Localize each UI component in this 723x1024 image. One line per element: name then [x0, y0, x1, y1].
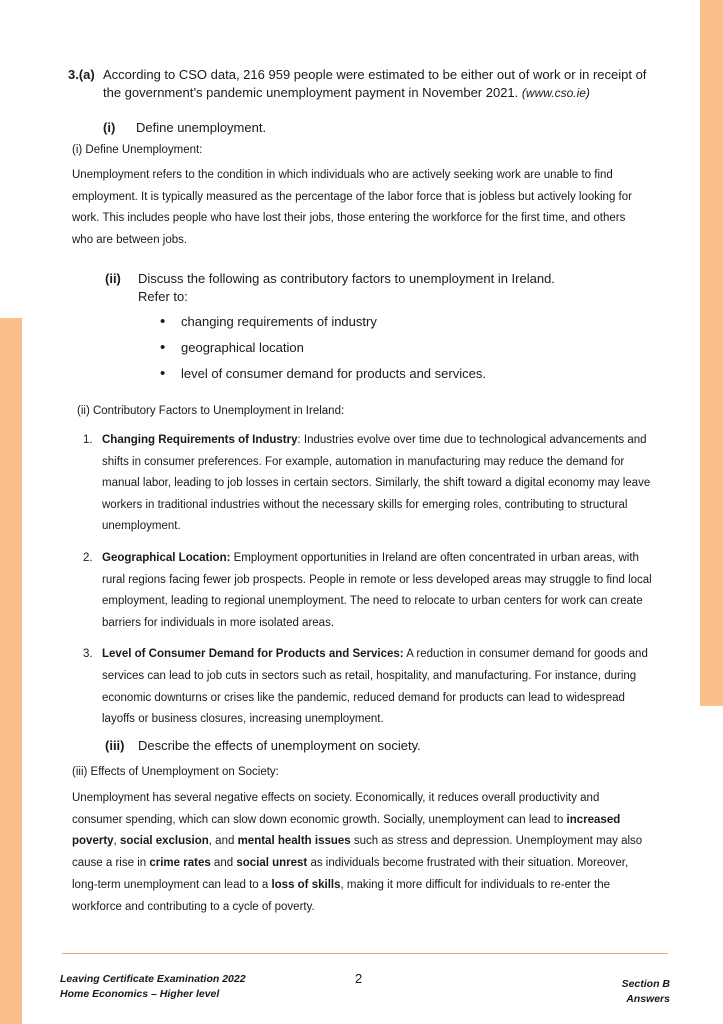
page-number: 2: [355, 971, 363, 986]
part-ii-bullet-list: [160, 313, 486, 391]
footer-answers: Answers: [626, 993, 670, 1005]
effects-emphasis: social exclusion: [119, 835, 209, 848]
footer-section-info: [622, 977, 670, 1007]
effects-text: , and: [208, 835, 238, 848]
factor-title: Geographical Location:: [102, 551, 231, 564]
factor-title: Changing Requirements of Industry: [102, 434, 298, 446]
part-i-answer-heading: (i) Define Unemployment:: [72, 144, 203, 156]
part-iii-answer-heading: (iii) Effects of Unemployment on Society:: [72, 766, 279, 778]
effects-emphasis: loss of skills: [271, 878, 341, 891]
footer-subject: Home Economics – Higher level: [60, 988, 220, 1000]
factor-number: 2.: [83, 551, 93, 564]
part-i-roman: (i): [103, 120, 116, 135]
question-body: According to CSO data, 216 959 people were estimated to be either out of work or in receipt of the government’s pandemic unemployment payment in November 2021.: [103, 67, 647, 100]
part-iii-answer: [72, 788, 647, 918]
decorative-band-left: [0, 318, 22, 1024]
factor-separator: :: [297, 434, 301, 446]
bullet-item: • geographical location: [160, 339, 486, 365]
part-ii-text-line2: Refer to:: [138, 289, 188, 304]
decorative-band-right: [700, 0, 723, 706]
factors-list: [83, 430, 653, 741]
question-header: [68, 66, 668, 102]
effects-emphasis: crime rates: [149, 857, 211, 870]
effects-text: and: [210, 857, 237, 870]
bullet-item: • level of consumer demand for products and services.: [160, 365, 486, 391]
factor-body: Employment opportunities in Ireland are often concentrated in urban areas, with rural regions facing fewer job prospects. People in remote or less developed areas may struggle to find local employment, leading to regional unemployment. The need to relocate to urban centers for work can create barriers for individuals in more isolated areas.: [102, 551, 652, 629]
part-i-question: [103, 119, 663, 137]
effects-text: Unemployment has several negative effects on society. Economically, it reduces overall productivity and consumer spending, which can slow down economic growth. Socially, unemployment can lead to: [72, 792, 600, 826]
effects-text: , making it more difficult for individuals to re-enter the workforce and contributing to a cycle of poverty.: [72, 878, 611, 913]
question-text: [103, 66, 668, 102]
effects-emphasis: mental health issues: [237, 835, 351, 848]
part-ii-question: [105, 270, 665, 306]
footer-section: Section B: [621, 978, 670, 990]
effects-text: ,: [113, 835, 120, 848]
part-iii-roman: (iii): [105, 738, 125, 753]
part-iii-question: [105, 737, 665, 755]
footer-divider: [62, 953, 668, 954]
factor-body: A reduction in consumer demand for goods and services can lead to job cuts in sectors such as retail, hospitality, and manufacturing. For instance, during economic downturns or crises like the pandemic, reduced demand for products can lead to widespread layoffs or business closures, increasing unemployment.: [102, 648, 648, 726]
part-i-answer: Unemployment refers to the condition in which individuals who are actively seeking work are unable to find employment. It is typically measured as the percentage of the labor force that is jobless but actively looking for work. This includes people who have lost their jobs, those entering the workforce for the first time, and others who are between jobs.: [72, 169, 632, 247]
part-i-text: Define unemployment.: [136, 120, 267, 135]
bullet-item: • changing requirements of industry: [160, 313, 486, 339]
factor-item: [83, 548, 653, 634]
factor-number: 3.: [83, 648, 93, 661]
effects-emphasis: social unrest: [236, 857, 308, 870]
footer-exam-info: [60, 972, 246, 1002]
factor-title: Level of Consumer Demand for Products and Services:: [102, 648, 404, 661]
part-ii-answer-heading: (ii) Contributory Factors to Unemployment in Ireland:: [77, 405, 345, 417]
part-ii-roman: (ii): [105, 271, 121, 286]
effects-text: as individuals become frustrated with their situation. Moreover, long-term unemployment can lead to a: [72, 857, 629, 891]
factor-item: [83, 430, 653, 538]
part-ii-text-line1: Discuss the following as contributory factors to unemployment in Ireland.: [138, 271, 555, 286]
part-iii-text: Describe the effects of unemployment on society.: [138, 738, 421, 753]
factor-number: 1.: [83, 434, 93, 446]
effects-text: such as stress and depression. Unemployment may also cause a rise in: [72, 835, 643, 870]
factor-body: Industries evolve over time due to technological advancements and shifts in consumer preferences. For example, automation in manufacturing may reduce the demand for manual labor, leading to job losses in certain sectors. Similarly, the shift toward a digital economy may leave workers in traditional industries without the necessary skills for emerging roles, contributing to structural unemployment.: [102, 434, 651, 533]
question-source: (www.cso.ie): [521, 86, 590, 100]
effects-emphasis: increased poverty: [72, 813, 621, 848]
question-number: 3.(a): [68, 67, 95, 82]
footer-exam-title: Leaving Certificate Examination 2022: [60, 973, 246, 985]
factor-item: [83, 644, 653, 730]
